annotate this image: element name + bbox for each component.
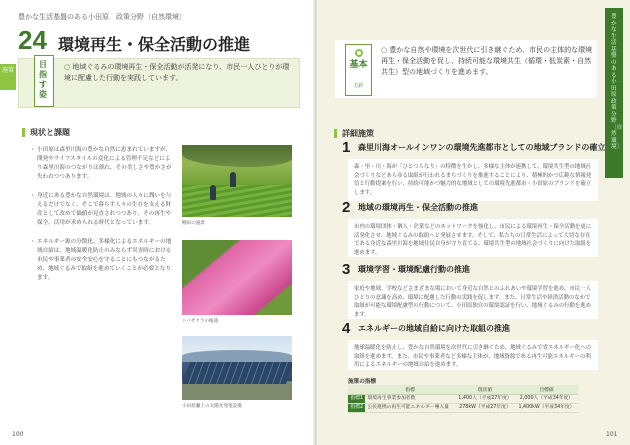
indicator-tag: 指標2	[348, 404, 365, 413]
photo-caption: シバザクラの植栽	[182, 319, 219, 324]
issue-item: ・ 小田原は森里川海の豊かな自然に恵まれていますが、開発やライフスタイルの変化による管理不足などにより森里川海のつながりは薄れ、その美しさや豊かさが失われつつあります。	[30, 146, 172, 182]
indicator-tag: 指標1	[348, 395, 365, 404]
measure-title: 地域の環境再生・保全活動の推進	[358, 203, 478, 212]
page-title: 環境再生・保全活動の推進	[58, 35, 251, 54]
person-figure	[230, 172, 236, 187]
person-figure	[210, 185, 216, 200]
vertical-running-head	[605, 8, 623, 178]
gutter-shadow	[313, 0, 317, 445]
section-title-measures: 詳細施策	[342, 129, 374, 138]
table-header: 現状値	[455, 385, 515, 395]
table-header	[348, 385, 365, 395]
vertical-running-head-text: 豊かな生活基盤のある小田原 政策分野〔自然環境〕	[611, 14, 623, 150]
indicator-target: 1,400kW（平成34年度）	[515, 404, 578, 413]
rice-rows	[182, 185, 292, 217]
table-row	[348, 395, 578, 404]
goal-bullet: ○	[64, 63, 71, 71]
indicator-name: 環境再生事業参加者数	[365, 395, 455, 404]
measure-number: 2	[342, 199, 351, 216]
table-header: 指標	[365, 385, 455, 395]
moss-phlox-photo	[182, 240, 292, 315]
measure-number: 1	[342, 139, 351, 156]
issue-item: ・ 身近にある豊かな自然環境は、地域の人々に潤いを与えるだけでなく、そこで暮らす人々の生存を支える財産として改めて価値が見直されつつあり、その再生や保全、活用が求められる時代となっています。	[30, 192, 172, 228]
indicator-current: 1,400人（平成27年度）	[455, 395, 515, 404]
indicator-current: 278kW（平成27年度）	[455, 404, 515, 413]
measure-title: エネルギーの地域自給に向けた取組の推進	[358, 324, 510, 333]
page-number-right: 101	[606, 431, 618, 438]
table-header-row	[348, 385, 578, 395]
solar-panel-photo	[182, 336, 292, 400]
section-title-issues: 現状と課題	[30, 128, 70, 137]
policy-bullet: ○	[381, 46, 388, 54]
tree-canopy	[182, 145, 292, 167]
issue-list	[30, 146, 172, 293]
measure-title: 森里川海オールインワンの環境先進都市としての地域ブランドの確立	[358, 143, 606, 152]
mountain-silhouette	[182, 350, 292, 362]
indicator-name: 公民連携の再生可能エネルギー導入量	[365, 404, 455, 413]
side-tab-label: 施策	[1, 67, 14, 74]
photo-caption: 小田原瀬上の太陽光発電設備	[182, 404, 242, 409]
goal-label-text: 目指す姿	[39, 60, 47, 99]
policy-number: 24	[18, 25, 47, 55]
measure-number: 4	[342, 320, 351, 337]
measure-number: 3	[342, 261, 351, 278]
table-row	[348, 404, 578, 413]
issue-item: ・ エネルギー源の分散化、多様化によるエネルギーの地域自給は、地域温暖化防止のみならず災害時における市民や事業者の安全安心を守ることにもつながるため、地域ぐるみで取組を進めていくことが必要となります。	[30, 238, 172, 283]
indicators-table	[348, 385, 578, 413]
basic-policy-label-sub: 方針	[353, 83, 364, 89]
solar-panels	[182, 362, 292, 384]
measure-body: 家庭や地域、学校などさまざまな場において身近な自然とのふれあいや環境学習を進め、市民一人ひとりの意識を高め、環境に配慮した行動の実践を促します。また、日常生活や経済活動のなかで取組が可能な環境配慮型の行動について、小田原独自の環境認証を行い、地域ぐるみの行動を進めます。	[348, 281, 598, 319]
page-number-left: 100	[12, 431, 24, 438]
flower-icon	[355, 49, 363, 57]
goal-statement: 地域ぐるみの環境再生・保全活動が活発になり、市民一人ひとりが環境に配慮した行動を実践しています。	[64, 63, 290, 82]
basic-policy-label-text: 基本	[349, 60, 368, 70]
table-header: 目標値	[515, 385, 578, 395]
goal-label	[34, 55, 54, 107]
policy-statement: 豊かな自然や環境を次世代に引き継ぐため、市民の主体的な環境再生・保全活動を促し、持続可能な環境共生（循環・低炭素・自然共生）型の地域づくりを進めます。	[381, 46, 593, 76]
measure-body: 森・里・川・海が「ひとつらなり」の特徴を生かし、多様な主体が連携して、環境共生型の地域社会づくりなどあらゆる取組が行われるまちづくりを推進することにより、積極的かつ広範な情報発信と行動提案を行い、持続可能かつ魅力的な地域としての環境先進都市・小田原のブランドを確立します。	[348, 159, 598, 201]
measure-body: 市内の環境団体・個人・企業などのネットワークを強化し、市民による環境再生・保全活動を更に活発化させ、地域ぐるみの取組へと発展させます。そして、私たちの日常生活によって大切な存在である身近な森里川海を地域住民自身が守り育てる、環境共生型の地域社会づくりに向けた取組を進めます。	[348, 219, 598, 257]
basic-policy-text	[381, 45, 593, 78]
goal-text	[64, 62, 294, 84]
measure-body: 地球温暖化を防止し、豊かな自然環境を次世代に引き継ぐため、地域ぐるみで省エネルギー化への取組を進めます。また、市民や事業者など多様な主体が、地域資源である再生可能エネルギーの利用によるエネルギーの地域自給を進めます。	[348, 340, 598, 370]
side-tab	[0, 64, 16, 90]
indicator-target: 2,000人（平成34年度）	[515, 395, 578, 404]
basic-policy-label	[345, 44, 372, 96]
terraced-field-photo	[182, 145, 292, 217]
measure-title: 環境学習・環境配慮行動の推進	[358, 265, 470, 274]
indicators-title: 施策の指標	[348, 379, 376, 385]
running-head: 豊かな生活基盤のある小田原 政策分野〔自然環境〕	[18, 13, 186, 21]
photo-caption: 棚田の風景	[182, 221, 205, 226]
